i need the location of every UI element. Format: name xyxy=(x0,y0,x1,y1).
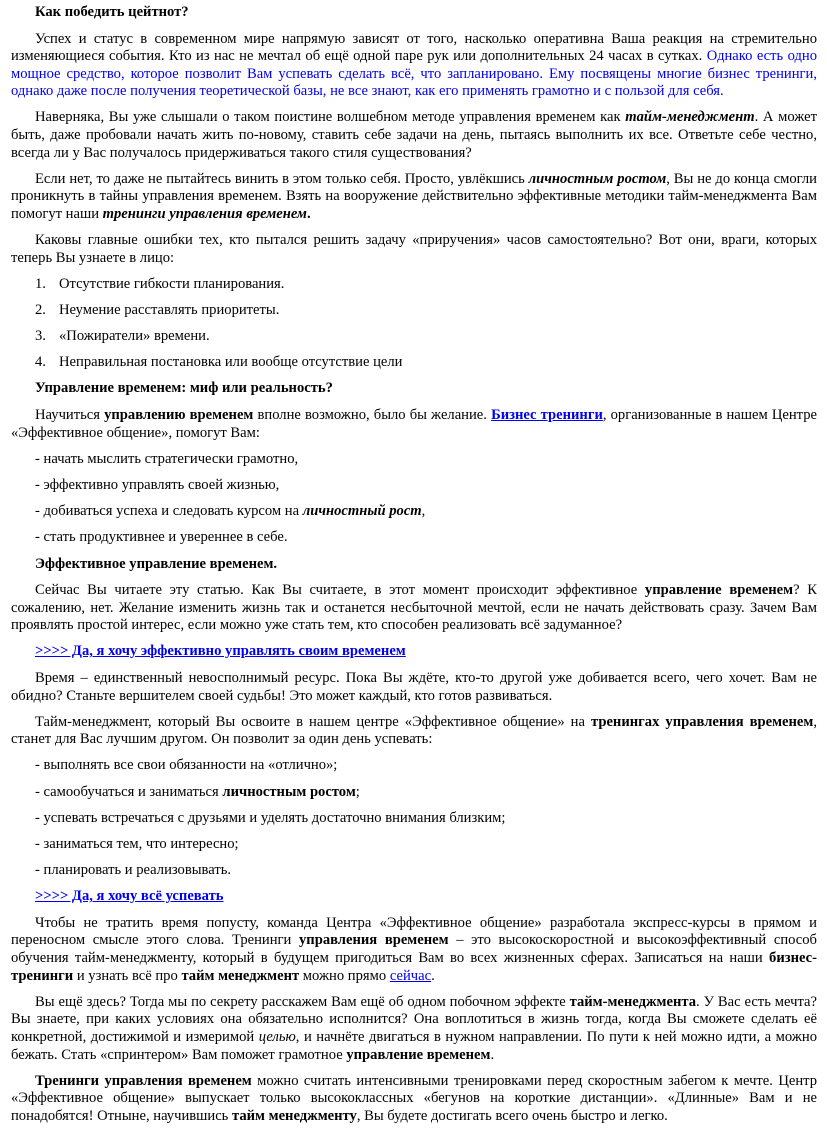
paragraph-time-resource: Время – единственный невосполнимый ресурс. Пока Вы ждёте, кто-то другой уже добивается всего, чего хочет. Вам не обидно? Станьте вершителем своей судьбы! Это может каждый, кто готов развиваться. xyxy=(11,669,817,704)
business-trainings-link[interactable]: Бизнес тренинги xyxy=(491,407,603,424)
paragraph-side-effect: Вы ещё здесь? Тогда мы по секрету расскажем Вам ещё об одном побочном эффекте тайм-менеджмента. У Вас есть мечта? Вы знаете, при каких условиях она обязательно исполнится? Она воплотиться в жизнь тогда, когда Вы сможете сделать её конкретной, достижимой и измеримой целью, и начнёте двигаться в нужном направлении. По пути к ней можно идти, а можно бежать. Стать «спринтером» Вам поможет грамотное управление временем. xyxy=(11,993,817,1063)
blue-highlight-text: Однако есть одно мощное средство, которое позволит Вам успевать сделать всё, что запланировано. Ему посвящены многие бизнес тренинги, однако даже после получения теоретической базы, не все знают, как его применять грамотно и с пользой для себя. xyxy=(11,48,817,100)
paragraph-main-mistakes: Каковы главные ошибки тех, кто пытался решить задачу «приручения» часов самостоятельно? Вот они, враги, которых теперь Вы узнаете в лицо: xyxy=(11,232,817,266)
heading-how-to-beat-time-pressure: Как победить цейтнот? xyxy=(35,4,189,20)
cta-manage-time xyxy=(35,643,817,661)
list-item: 3. «Пожиратели» времени. xyxy=(35,328,210,345)
heading-effective-time-management: Эффективное управление временем. xyxy=(35,555,278,572)
paragraph-intro: Успех и статус в современном мире напрямую зависят от того, насколько оперативна Ваша реакция на стремительно изменяющиеся события. Кто из нас не мечтал об ещё одной паре рук или дополнительных 24 часах в сутках. Однако есть одно мощное средство, которое позволит Вам успевать сделать всё, что запланировано. Ему посвящены многие бизнес тренинги, однако даже после получения теоретической базы, не все знают, как его применять грамотно и с пользой для себя. xyxy=(11,30,817,100)
cta-manage-time-link[interactable]: >>>> Да, я хочу эффективно управлять своим временем xyxy=(35,643,406,660)
paragraph-reading-article: Сейчас Вы читаете эту статью. Как Вы считаете, в этот момент происходит эффективное управление временем? К сожалению, нет. Желание изменить жизнь так и останется несбыточной мечтой, если не начать действовать сразу. Зачем Вам проявлять простой интерес, если можно уже стать тем, кто способен реализовать всё задуманное? xyxy=(11,582,817,634)
signup-now-link[interactable]: сейчас xyxy=(389,967,432,984)
paragraph-tm-best-friend: Тайм-менеджмент, который Вы освоите в нашем центре «Эффективное общение» на тренингах управления временем, станет для Вас лучшим другом. Он позволит за один день успевать: xyxy=(11,713,818,748)
list-item: 4. Неправильная постановка или вообще отсутствие цели xyxy=(35,354,403,371)
list-item: - эффективно управлять своей жизнью, xyxy=(35,476,280,493)
list-item: - начать мыслить стратегически грамотно, xyxy=(35,450,299,467)
paragraph-business-trainings: Научиться управлению временем вполне возможно, было бы желание. Бизнес тренинги, организованные в нашем Центре «Эффективное общение», помогут Вам: xyxy=(11,407,818,441)
mistakes-list xyxy=(11,276,817,372)
heading-myth-or-reality: Управление временем: миф или реальность? xyxy=(35,380,333,397)
list-item: - добиваться успеха и следовать курсом на личностный рост, xyxy=(35,503,426,520)
paragraph-sprinters: Тренинги управления временем можно считать интенсивными тренировками перед скоростным забегом к мечте. Центр «Эффективное общение» выпускает только высококлассных «бегунов на короткие дистанции». «Длинные» Вам и не понадобятся! Отныне, научившись тайм менеджменту, Вы будете достигать всего очень быстро и легко. xyxy=(11,1072,818,1124)
list-item: - выполнять все свои обязанности на «отлично»; xyxy=(35,757,338,774)
cta-do-everything xyxy=(35,888,817,906)
list-item: 2. Неумение расставлять приоритеты. xyxy=(35,301,280,318)
list-item: 1. Отсутствие гибкости планирования. xyxy=(35,275,285,292)
list-item: - успевать встречаться с друзьями и уделять достаточно внимания близким; xyxy=(35,809,506,826)
paragraph-personal-growth: Если нет, то даже не пытайтесь винить в этом только себя. Просто, увлёкшись личностным ростом, Вы не до конца смогли проникнуть в тайны управления временем. Взять на вооружение действительно эффективные методики тайм-менеджмента Вам помогут наши тренинги управления временем. xyxy=(11,170,817,222)
document xyxy=(11,4,817,1134)
list-item: - самообучаться и заниматься личностным ростом; xyxy=(35,783,360,800)
paragraph-express-courses: Чтобы не тратить время попусту, команда Центра «Эффективное общение» разработала экспресс-курсы в прямом и переносном смысле этого слова. Тренинги управления временем – это высокоскоростной и высокоэффективный способ обучения тайм-менеджменту, который в будущем пригодиться Вам во всех жизненных сферах. Записаться на наши бизнес-тренинги и узнать всё про тайм менеджмент можно прямо сейчас. xyxy=(11,914,817,984)
cta-do-everything-link[interactable]: >>>> Да, я хочу всё успевать xyxy=(35,888,224,905)
list-item: - стать продуктивнее и увереннее в себе. xyxy=(35,529,288,546)
list-item: - заниматься тем, что интересно; xyxy=(35,835,239,852)
paragraph-time-management: Наверняка, Вы уже слышали о таком поистине волшебном методе управления временем как тайм-менеджмент. А может быть, даже пробовали начать жить по-новому, ставить себе задачи на день, пытаясь выполнить их все. Ответьте себе честно, всегда ли у Вас получалось придерживаться такого стиля существования? xyxy=(11,109,817,161)
list-item: - планировать и реализовывать. xyxy=(35,862,232,879)
